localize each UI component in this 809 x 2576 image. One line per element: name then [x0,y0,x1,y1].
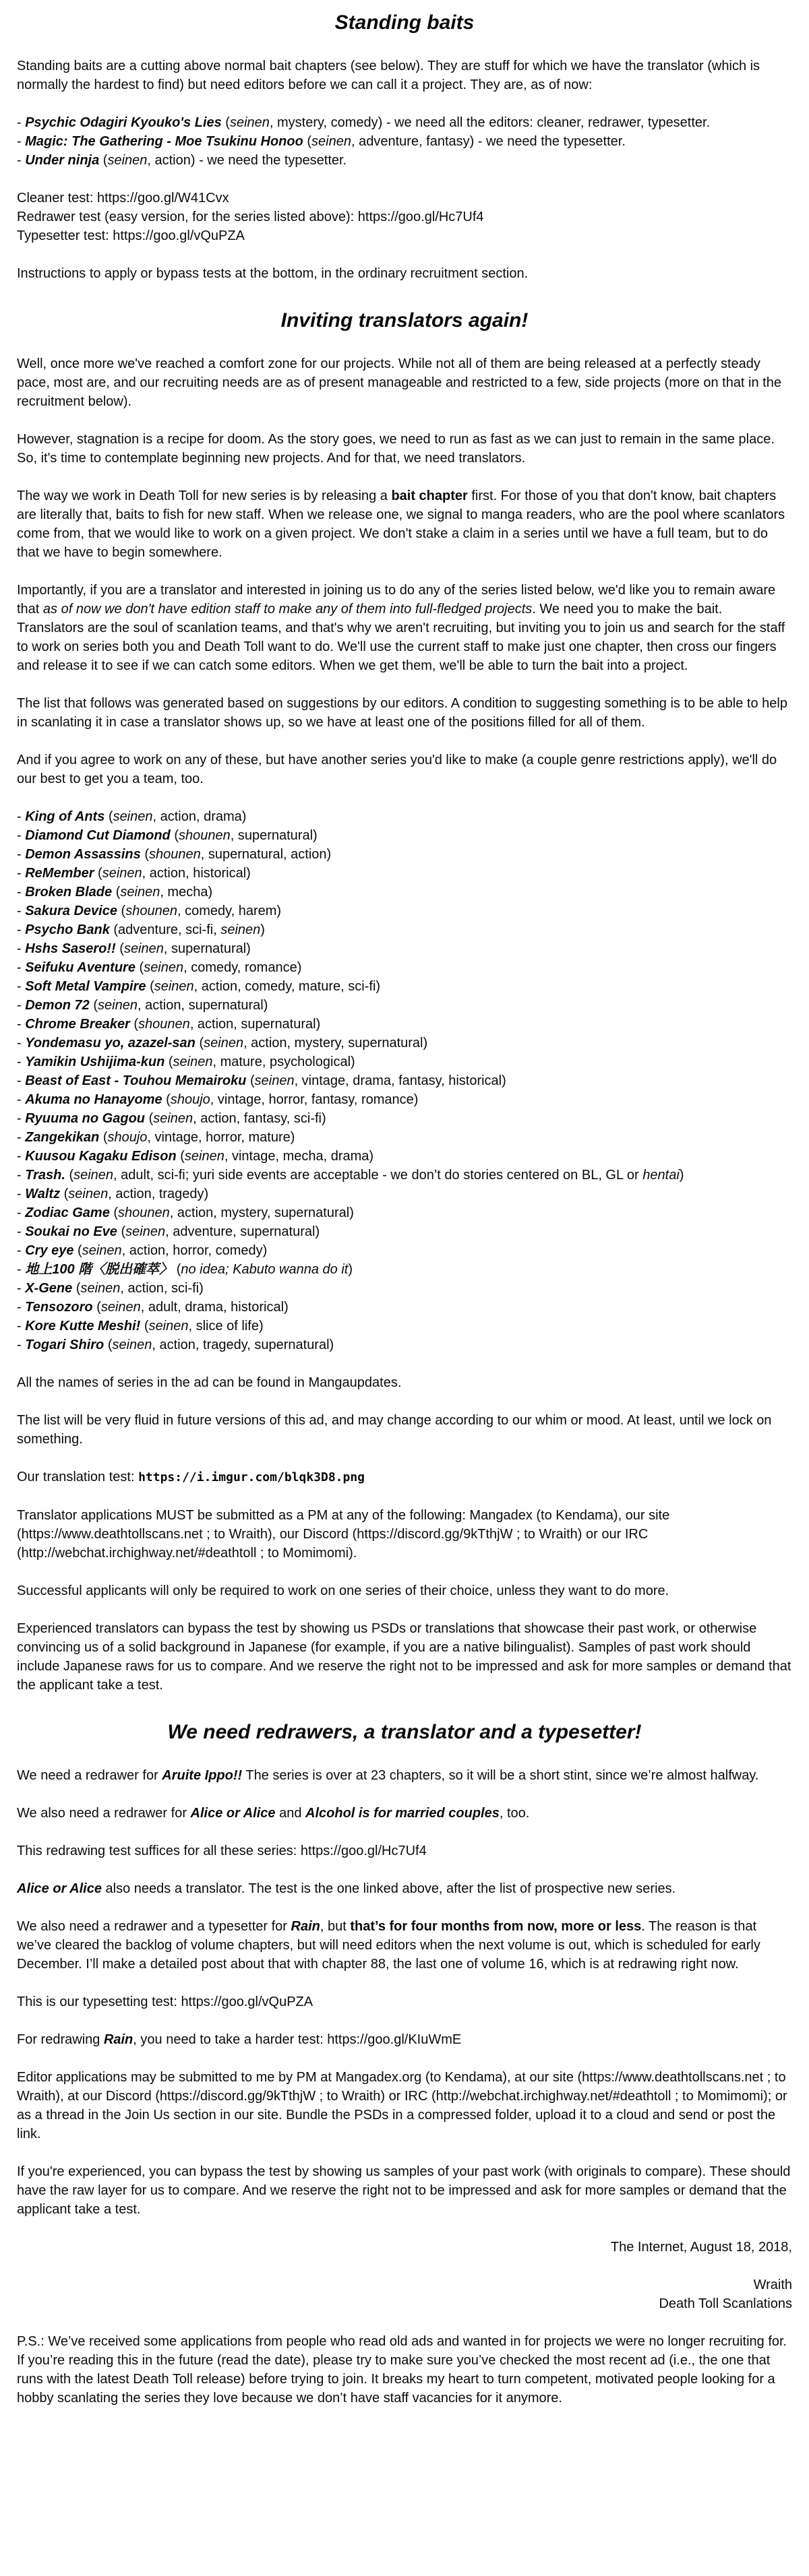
emphasis-text: Psycho Bank [25,922,110,937]
series-list-item: - Psycho Bank (adventure, sci-fi, seinen) [17,922,265,937]
emphasis-text: shoujo [170,1092,210,1107]
emphasis-text: seinen [68,1187,109,1201]
paragraph: We also need a redrawer for Alice or Alice and Alcohol is for married couples, too. [17,1806,530,1821]
paragraph: The way we work in Death Toll for new series is by releasing a bait chapter first. For those of you that don't know, bait chapters are literally that, baits to fish for new staff. When we release one, we signal to manga readers, who are the pool where scanlators come from, that we would like to work on a given project. We don't stake a claim in a series until we have a full team, but to do that we have to begin somewhere. [17,489,785,560]
emphasis-text: Rain [291,1919,320,1934]
document-title: Standing baits [334,11,475,34]
emphasis-text: seinen [148,1319,189,1333]
emphasis-text: seinen [73,1168,114,1183]
emphasis-text: shounen [138,1017,190,1032]
we-need-paragraphs [17,1766,792,2219]
emphasis-text: Hshs Sasero!! [25,941,116,956]
paragraph: However, stagnation is a recipe for doom. As the story goes, we need to run as fast as we can just to remain in the same place. So, it's time to contemplate beginning new projects. And for that, we need translators. [17,432,775,466]
signature-name: Wraith [753,2277,792,2292]
series-list-item: - Kore Kutte Meshi! (seinen, slice of life) [17,1319,264,1333]
emphasis-text: Aruite Ippo!! [162,1768,243,1783]
standing-baits-series-list [17,113,792,170]
series-list-item: - King of Ants (seinen, action, drama) [17,809,247,824]
emphasis-text: King of Ants [25,809,105,824]
emphasis-text: seinen [229,115,270,130]
emphasis-text: Magic: The Gathering - Moe Tsukinu Honoo [25,134,303,149]
emphasis-text: Zodiac Game [25,1205,110,1220]
emphasis-text: seinen [100,1300,141,1315]
series-list-item: - Zodiac Game (shounen, action, mystery, supernatural) [17,1205,354,1220]
series-list-item: - Togari Shiro (seinen, action, tragedy, supernatural) [17,1338,334,1352]
emphasis-text: seinen [120,885,160,900]
emphasis-text: seinen [82,1243,122,1258]
series-list-item: - Diamond Cut Diamond (shounen, supernatural) [17,828,318,843]
emphasis-text: seinen [144,960,184,975]
emphasis-text: 地上100 階〈脱出確萃〉 [25,1262,173,1277]
emphasis-text: ReMember [25,866,94,881]
emphasis-text: seinen [153,1111,193,1126]
prospective-series-list [17,807,792,1354]
emphasis-text: Broken Blade [25,885,113,900]
section-title-inviting-translators: Inviting translators again! [280,309,529,332]
emphasis-text: Soft Metal Vampire [25,979,146,994]
emphasis-text: seinen [80,1281,121,1296]
paragraph: And if you agree to work on any of these, but have another series you'd like to make (a couple genre restrictions apply), we'll do our best to get you a team, too. [17,753,777,786]
emphasis-text: seinen [173,1055,213,1069]
series-list-item: - Seifuku Aventure (seinen, comedy, romance) [17,960,302,975]
emphasis-text: Chrome Breaker [25,1017,130,1032]
test-link-line: Typesetter test: https://goo.gl/vQuPZA [17,228,245,243]
paragraph: Successful applicants will only be required to work on one series of their choice, unless they want to do more. [17,1583,669,1598]
emphasis-text: Ryuuma no Gagou [25,1111,146,1126]
paragraph: This redrawing test suffices for all these series: https://goo.gl/Hc7Uf4 [17,1844,427,1858]
emphasis-text: seinen [154,979,194,994]
series-list-item: - Tensozoro (seinen, adult, drama, historical) [17,1300,289,1315]
emphasis-text: Waltz [25,1187,61,1201]
paragraph-standing-baits-intro: Standing baits are a cutting above normal bait chapters (see below). They are stuff for which we have the translator (which is normally the hardest to find) but need editors before we can call it a project. They are, as of now: [17,59,760,92]
emphasis-text: Cry eye [25,1243,74,1258]
paragraph: Experienced translators can bypass the test by showing us PSDs or translations that showcase their past work, or otherwise convincing us of a solid background in Japanese (for example, if you are a native bilingualist). Samples of past work should include Japanese raws for us to compare. And we reserve the right not to be impressed and ask for more samples or demand that the applicant take a test. [17,1621,791,1693]
signature-group: Death Toll Scanlations [659,2296,792,2311]
emphasis-text: Zangekikan [25,1130,100,1145]
emphasis-text: Diamond Cut Diamond [25,828,171,843]
series-list-item: - Yondemasu yo, azazel-san (seinen, action, mystery, supernatural) [17,1036,428,1050]
series-list-item: - Zangekikan (shoujo, vintage, horror, mature) [17,1130,295,1145]
series-list-item: - Chrome Breaker (shounen, action, supernatural) [17,1017,321,1032]
series-list-item: - Kuusou Kagaku Edison (seinen, vintage, mecha, drama) [17,1149,374,1164]
emphasis-text: seinen [107,153,148,168]
emphasis-text: Soukai no Eve [25,1224,117,1239]
series-list-item: - Yamikin Ushijima-kun (seinen, mature, psychological) [17,1055,355,1069]
standing-bait-item: - Psychic Odagiri Kyouko's Lies (seinen, mystery, comedy) - we need all the editors: cleaner, redrawer, typesetter. [17,115,711,130]
series-list-item: - Beast of East - Touhou Memairoku (seinen, vintage, drama, fantasy, historical) [17,1073,506,1088]
emphasis-text: seinen [102,866,142,881]
emphasis-text: seinen [311,134,351,149]
inviting-translators-after-paragraphs [17,1373,792,1695]
emphasis-text: as of now we don't have edition staff to make any of them into full-fledged projects [42,602,533,617]
emphasis-text: seinen [123,941,164,956]
series-list-item: - 地上100 階〈脱出確萃〉 (no idea; Kabuto wanna do it) [17,1262,353,1277]
paragraph: All the names of series in the ad can be found in Mangaupdates. [17,1375,402,1390]
emphasis-text: shounen [149,847,201,862]
emphasis-text: X-Gene [25,1281,73,1296]
emphasis-text: seinen [220,922,261,937]
signature [17,2238,792,2313]
paragraph: Translator applications MUST be submitted as a PM at any of the following: Mangadex (to Kendama), our site (https://www.deathtollscans.net ; to Wraith), our Discord (https://discord.gg/9kTthjW ; to Wraith) or our IRC (http://webchat.irchighway.net/#deathtoll ; to Momimomi). [17,1508,670,1561]
emphasis-text: Beast of East - Touhou Memairoku [25,1073,247,1088]
emphasis-text: Rain [103,2032,133,2047]
test-link-line: Redrawer test (easy version, for the series listed above): https://goo.gl/Hc7Uf4 [17,210,484,224]
series-list-item: - Trash. (seinen, adult, sci-fi; yuri side events are acceptable - we don’t do stories centered on BL, GL or hentai) [17,1168,684,1183]
emphasis-text: Demon Assassins [25,847,141,862]
emphasis-text: hentai [642,1168,680,1183]
series-list-item: - Cry eye (seinen, action, horror, comedy) [17,1243,268,1258]
emphasis-text: seinen [184,1149,224,1164]
emphasis-text: Psychic Odagiri Kyouko's Lies [25,115,222,130]
series-list-item: - Broken Blade (seinen, mecha) [17,885,213,900]
paragraph: The list that follows was generated based on suggestions by our editors. A condition to suggesting something is to be able to help in scanlating it in case a translator shows up, so we have at least one of the positions filled for all of them. [17,696,787,730]
emphasis-text: seinen [204,1036,244,1050]
emphasis-text: Kore Kutte Meshi! [25,1319,141,1333]
test-links-list [17,189,792,245]
paragraph: We also need a redrawer and a typesetter for Rain, but that’s for four months from now, more or less. The reason is that we’ve cleared the backlog of volume chapters, but will need editors when the next volume is out, which is scheduled for early December. I’ll make a detailed post about that with chapter 88, the last one of volume 16, which is at redrawing right now. [17,1919,760,1972]
paragraph: If you're experienced, you can bypass the test by showing us samples of your past work (with originals to compare). These should have the raw layer for us to compare. And we reserve the right not to be impressed and ask for more samples or demand that the applicant take a test. [17,2164,791,2217]
series-list-item: - Waltz (seinen, action, tragedy) [17,1187,209,1201]
emphasis-text: seinen [113,809,153,824]
paragraph: Importantly, if you are a translator and interested in joining us to do any of the series listed below, we'd like you to remain aware that as of now we don't have edition staff to make any of them into full-fledged projects. We need you to make the bait. Translators are the soul of scanlation teams, and that's why we aren't recruiting, but inviting you to join us and search for the staff to work on series both you and Death Toll want to do. We'll use the current staff to make just one chapter, then cross our fingers and release it to see if we can catch some editors. When we get them, we'll be able to turn the bait into a project. [17,583,785,673]
emphasis-text: Yamikin Ushijima-kun [25,1055,165,1069]
standing-bait-item: - Magic: The Gathering - Moe Tsukinu Honoo (seinen, adventure, fantasy) - we need the typesetter. [17,134,626,149]
emphasis-text: seinen [98,998,138,1013]
series-list-item: - Soft Metal Vampire (seinen, action, comedy, mature, sci-fi) [17,979,381,994]
signature-place-date: The Internet, August 18, 2018, [610,2240,792,2255]
paragraph-instructions-note: Instructions to apply or bypass tests at the bottom, in the ordinary recruitment section. [17,266,529,281]
standing-bait-item: - Under ninja (seinen, action) - we need the typesetter. [17,153,347,168]
paragraph: Our translation test: https://i.imgur.com/blqk3D8.png [17,1470,365,1484]
emphasis-text: Sakura Device [25,904,117,918]
emphasis-text: Togari Shiro [25,1338,104,1352]
emphasis-text: Alice or Alice [190,1806,276,1821]
inviting-translators-paragraphs [17,354,792,788]
emphasis-text: Tensozoro [25,1300,93,1315]
emphasis-text: shounen [125,904,177,918]
emphasis-text: that’s for four months from now, more or less [350,1919,642,1934]
emphasis-text: Trash. [25,1168,65,1183]
section-title-we-need-redrawers: We need redrawers, a translator and a typesetter! [167,1721,642,1743]
emphasis-text: seinen [125,1224,166,1239]
emphasis-text: Alcohol is for married couples [305,1806,500,1821]
emphasis-text: seinen [112,1338,152,1352]
paragraph: For redrawing Rain, you need to take a harder test: https://goo.gl/KIuWmE [17,2032,462,2047]
emphasis-text: Under ninja [25,153,100,168]
series-list-item: - Demon Assassins (shounen, supernatural, action) [17,847,332,862]
paragraph: Alice or Alice also needs a translator. The test is the one linked above, after the list of prospective new series. [17,1881,676,1896]
emphasis-text: seinen [254,1073,295,1088]
emphasis-text: shounen [118,1205,170,1220]
emphasis-text: Yondemasu yo, azazel-san [25,1036,196,1050]
paragraph: We need a redrawer for Aruite Ippo!! The series is over at 23 chapters, so it will be a short stint, since we’re almost halfway. [17,1768,759,1783]
series-list-item: - ReMember (seinen, action, historical) [17,866,251,881]
paragraph-postscript: P.S.: We’ve received some applications from people who read old ads and wanted in for projects we were no longer recruiting for. If you’re reading this in the future (read the date), please try to make sure you’ve checked the most recent ad (i.e., the one that runs with the latest Death Toll release) before trying to join. It breaks my heart to turn competent, motivated people looking for a hobby scanlating the series they love because we don’t have staff vacancies for it anymore. [17,2334,787,2406]
emphasis-text: Seifuku Aventure [25,960,136,975]
paragraph: Editor applications may be submitted to me by PM at Mangadex.org (to Kendama), at our site (https://www.deathtollscans.net ; to Wraith), at our Discord (https://discord.gg/9kTthjW ; to Wraith) or IRC (http://webchat.irchighway.net/#deathtoll ; to Momimomi); or as a thread in the Join Us section in our site. Bundle the PSDs in a compressed folder, upload it to a cloud and send or post the link. [17,2070,787,2141]
emphasis-text: bait chapter [391,489,468,503]
emphasis-text: Kuusou Kagaku Edison [25,1149,177,1164]
series-list-item: - Akuma no Hanayome (shoujo, vintage, horror, fantasy, romance) [17,1092,419,1107]
emphasis-text: Alice or Alice [17,1881,102,1896]
series-list-item: - Ryuuma no Gagou (seinen, action, fantasy, sci-fi) [17,1111,326,1126]
paragraph: The list will be very fluid in future versions of this ad, and may change according to our whim or mood. At least, until we lock on something. [17,1413,772,1447]
paragraph: This is our typesetting test: https://goo.gl/vQuPZA [17,1994,313,2009]
mono-url-text: https://i.imgur.com/blqk3D8.png [138,1470,365,1484]
emphasis-text: shounen [178,828,231,843]
series-list-item: - Demon 72 (seinen, action, supernatural) [17,998,268,1013]
series-list-item: - Sakura Device (shounen, comedy, harem) [17,904,282,918]
emphasis-text: Demon 72 [25,998,90,1013]
series-list-item: - X-Gene (seinen, action, sci-fi) [17,1281,204,1296]
series-list-item: - Soukai no Eve (seinen, adventure, supernatural) [17,1224,320,1239]
test-link-line: Cleaner test: https://goo.gl/W41Cvx [17,191,229,206]
emphasis-text: no idea; Kabuto wanna do it [181,1262,349,1277]
emphasis-text: Akuma no Hanayome [25,1092,162,1107]
series-list-item: - Hshs Sasero!! (seinen, supernatural) [17,941,251,956]
paragraph: Well, once more we've reached a comfort zone for our projects. While not all of them are being released at a perfectly steady pace, most are, and our recruiting needs are as of present manageable and restricted to a few, side projects (more on that in the recruitment below). [17,356,781,409]
emphasis-text: shoujo [107,1130,148,1145]
